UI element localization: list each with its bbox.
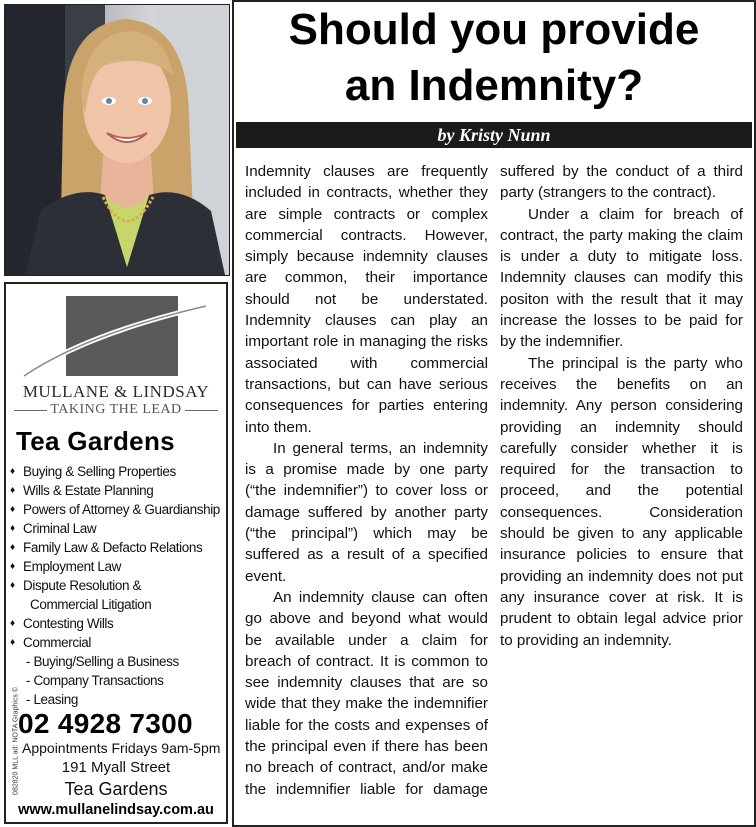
phone-number[interactable]: 02 4928 7300 [18, 708, 193, 739]
article-paragraph: Under a claim for breach of contract, the party making the claim is under a duty to mitigate loss. Indemnity clauses can modify this positon with the result that it may increase the losses to be paid for by the indemnifier. [500, 205, 743, 351]
service-item: ♦ Criminal Law [10, 519, 228, 538]
service-item-continued: Commercial Litigation [30, 597, 152, 612]
services-list [10, 462, 228, 709]
service-subitem: - Leasing [26, 692, 78, 707]
article-headline [236, 2, 752, 120]
ad-credit-text: 082820 MLL ad: NOTA Graphics © [12, 687, 20, 795]
headline-line-1: Should you provide [288, 5, 700, 54]
article-panel [234, 0, 756, 827]
article-paragraph: The principal is the party who receives the benefits on an indemnity. Any person considering providing an indemnity should carefully consider whether it is required for the transaction to proceed, and the potential consequences. Consideration should be given to any applicable insurance policies to ensure that providing an indemnity does not put any insurance cover at risk. It is prudent to obtain legal advice prior to providing an indemnity. [500, 354, 743, 649]
service-item: ♦ Contesting Wills [10, 614, 228, 633]
left-column [0, 0, 232, 827]
tagline-rule-right [185, 410, 218, 411]
service-item: ♦ Powers of Attorney & Guardianship [10, 500, 228, 519]
service-item: ♦ Buying & Selling Properties [10, 462, 228, 481]
portrait-illustration [5, 5, 229, 275]
service-item: ♦ Family Law & Defacto Relations [10, 538, 228, 557]
town-address: Tea Gardens [64, 779, 168, 799]
website-link[interactable]: www.mullanelindsay.com.au [18, 802, 214, 818]
service-item: ♦ Employment Law [10, 557, 228, 576]
article-paragraph: Indemnity clauses are frequently included in contracts, whether they are simple contracts or complex commercial contracts. However, simply because indemnity clauses are common, their importance should not be understated. Indemnity clauses can play an important role in managing the risks associated with commercial transactions, but can have serious consequences for parties entering into them. [245, 163, 488, 436]
tagline-text: TAKING THE LEAD [50, 402, 182, 417]
service-item: ♦ Dispute Resolution & [10, 576, 228, 595]
service-subitem: - Buying/Selling a Business [26, 654, 179, 669]
tagline-rule-left [14, 410, 47, 411]
article-body [245, 161, 743, 821]
author-photo [4, 4, 230, 276]
firm-name: MULLANE & LINDSAY [22, 382, 210, 401]
author-byline: by Kristy Nunn [236, 122, 752, 148]
article-paragraph: In general terms, an indemnity is a promise made by one party (“the indemnifier”) to cover loss or damage suffered by another party (“the principal”) which may be suffered as a result of a specified event. [245, 439, 488, 585]
street-address: 191 Myall Street [61, 759, 171, 776]
service-subitem: - Company Transactions [26, 673, 164, 688]
headline-line-2: an Indemnity? [344, 61, 644, 110]
article-paragraph: An indemnity clause can often go above and beyond what would be available under a claim for breach of contract. It is common to see indemnity clauses that are so wide that they make the indemnifier liable for the costs and expenses of the principal even if there has been no breach of contract, and/or make the indemnifier liable for damage suffered by the conduct of a third party (strangers to the contract). [245, 163, 743, 798]
service-item: ♦ Wills & Estate Planning [10, 481, 228, 500]
service-item: ♦ Commercial [10, 633, 228, 652]
office-location-heading: Tea Gardens [16, 426, 175, 456]
firm-tagline [14, 402, 218, 418]
law-firm-advert [4, 282, 228, 824]
appointment-hours: Appointments Fridays 9am-5pm [22, 740, 221, 756]
logo-swoosh-icon [6, 284, 226, 384]
